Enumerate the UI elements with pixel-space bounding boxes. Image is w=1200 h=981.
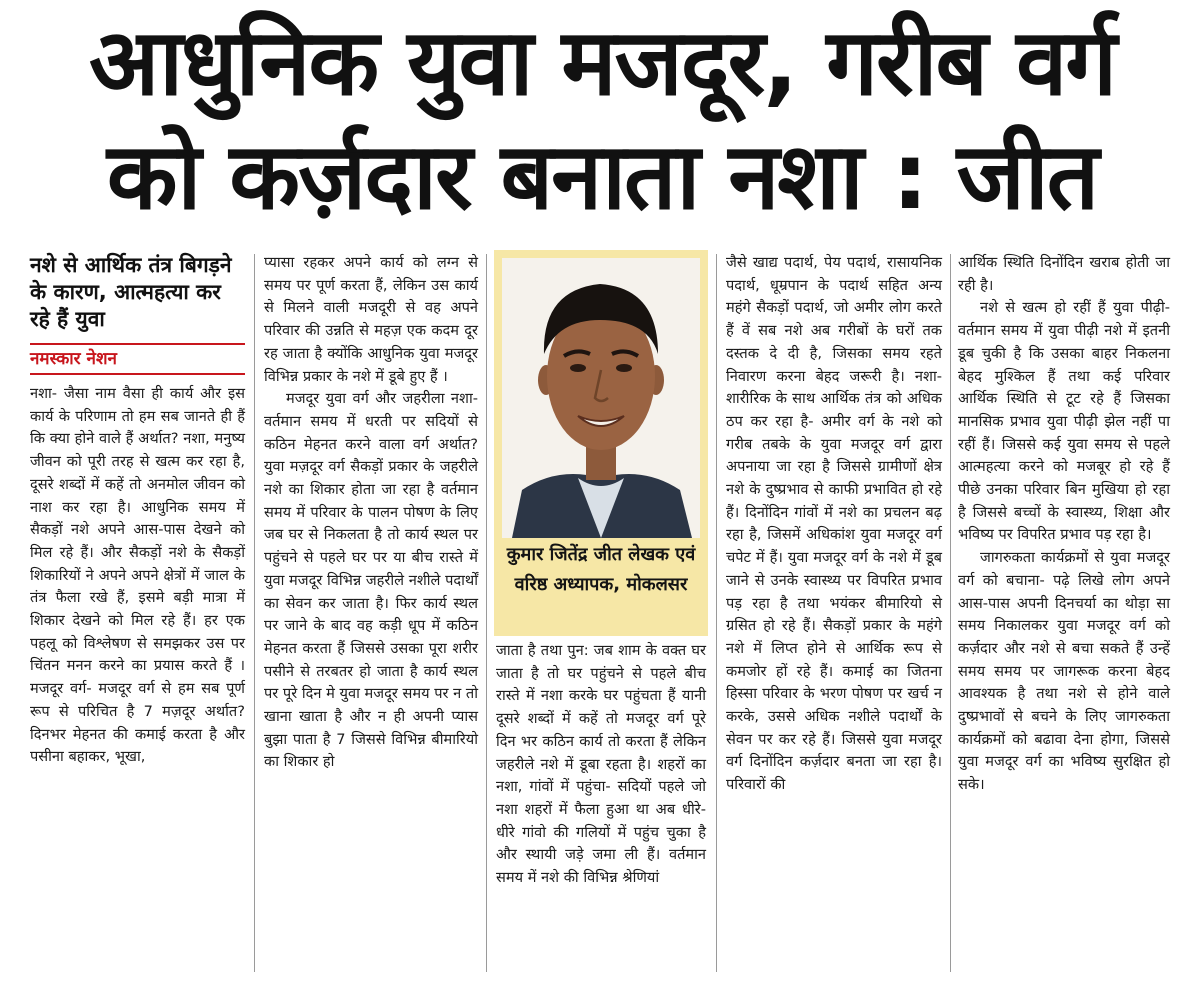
column-divider: [716, 254, 717, 972]
column-divider: [486, 254, 487, 972]
column-4-text: जैसे खाद्य पदार्थ, पेय पदार्थ, रासायनिक पदार्थ, धूम्रपान के पदार्थ सहित अन्य महंगे सैकड़ों पदार्थ, जो अमीर लोग करते हैं वें सब नशे अब गरीबों के घरों तक दस्तक दे दी है, जिसका समय रहते निवारण करना बेहद जरूरी है। नशा- शारीरिक के साथ आर्थिक तंत्र को अधिक ठप कर रहा है- अमीर वर्ग के नशे को गरीब तबके के युवा मजदूर वर्ग द्वारा अपनाया जा रहा है जिससे ग्रामीणों क्षेत्र नशे के दुष्प्रभाव से काफी प्रभावित हो रहे हैं। दिनोंदिन गांवों में नशे का प्रचलन बढ़ रहा है, जिसमें अधिकांश युवा मजदूर वर्ग चपेट में हैं। युवा मजदूर वर्ग के नशे में डूब जाने से उनके स्वास्थ्य पर विपरित प्रभाव पड़ रहा है तथा भयंकर बीमारियो से ग्रसित हो रहे हैं। सैकड़ों प्रकार के महंगे नशे में लिप्त होने से आर्थिक रूप से कमजोर हों रहे हैं। कमाई का जितना हिस्सा परिवार के भरण पोषण पर खर्च न करके, उससे अधिक नशीले पदार्थों के सेवन पर कर रहे हैं। जिससे युवा मजदूर वर्ग दिनोंदिन कर्ज़दार बनता जा रहा है। परिवारों की: [726, 254, 942, 794]
headline-line-2: को कर्ज़दार बनाता नशा : जीत: [106, 123, 1098, 230]
photo-caption: कुमार जितेंद्र जीत लेखक एवं वरिष्ठ अध्यापक, मोकलसर: [506, 544, 696, 595]
byline: नमस्कार नेशन: [30, 343, 245, 375]
headline: [18, 6, 1186, 234]
column-3-text: जाता है तथा पुन: जब शाम के वक्त घर जाता है तो घर पहुंचने से पहले बीच रास्ते में नशा करके घर पहुंचता हैं यानी दूसरे शब्दों में कहें तो मजदूर वर्ग पूरे दिन भर कठिन कार्य तो करता हैं लेकिन जहरीले नशे में डूबा रहता है। शहरों का नशा, गांवों में पहुंचा- सदियों पहले जो नशा शहरों में फैला हुआ था अब धीरे-धीरे गांवो की गलियों में पहुंच चुका है और स्थायी जड़े जमा ली हैं। वर्तमान समय में नशे की विभिन्न श्रेणियां: [496, 642, 706, 887]
article-column-3: [496, 640, 706, 890]
article-column-1: [30, 252, 245, 769]
article-column-2: [264, 252, 478, 774]
column-5-paragraph-1: आर्थिक स्थिति दिनोंदिन खराब होती जा रही है।: [958, 254, 1170, 294]
column-5-paragraph-3: जागरुकता कार्यक्रमों से युवा मजदूर वर्ग को बचाना- पढ़े लिखे लोग अपने आस-पास अपनी दिनचर्या का थोड़ा सा समय निकालकर युवा मजदूर वर्ग को कर्ज़दार और नशे से बचा सकते हैं उन्हें समय समय पर जागरूक करना बेहद आवश्यक है तथा नशे से होने वाले दुष्प्रभावों से बचने के लिए जागरुकता कार्यक्रमों को बढावा देना होगा, जिससे युवा मजदूर वर्ग का भविष्य सुरक्षित हो सके।: [958, 549, 1170, 794]
column-2-paragraph-2: मजदूर युवा वर्ग और जहरीला नशा- वर्तमान समय में धरती पर सदियों से कठिन मेहनत करने वाला वर्ग अर्थात? युवा मज़दूर वर्ग सैकड़ों प्रकार के जहरीले नशे का शिकार होता जा रहा है वर्तमान समय में परिवार के पालन पोषण के लिए जब घर से निकलता है तो कार्य स्थल पर पहुंचने से पहले घर पर या बीच रास्ते में युवा मजदूर विभिन्न जहरीले नशीले पदार्थों का सेवन कर जाता है। फिर कार्य स्थल पर जाने के बाद वह कड़ी धूप में कठिन मेहनत करता हैं जिससे उसका पूरा शरीर पसीने से तरबतर हो जाता है कार्य स्थल पर पूरे दिन मे युवा मजदूर समय पर न तो खाना खाता है और न ही अपनी प्यास बुझा पाता है 7 जिससे विभिन्न बीमारियो का शिकार हो: [264, 390, 478, 771]
author-portrait-image: [502, 258, 700, 538]
headline-line-1: आधुनिक युवा मजदूर, गरीब वर्ग: [88, 9, 1116, 116]
author-photo: [502, 258, 700, 538]
column-1-text: नशा- जैसा नाम वैसा ही कार्य और इस कार्य के परिणाम तो हम सब जानते ही हैं कि क्या होने वाले हैं अर्थात? नशा, मनुष्य जीवन को पूरी तरह से खत्म कर रहा है, दूसरे शब्दों में कहें तो अनमोल जीवन को नाश कर रहा है। आधुनिक समय में सैकड़ों नशे अपने आस-पास देखने को मिल रहे हैं। और सैकड़ों नशे के सैकड़ों शिकारियों ने अपने अपने क्षेत्रों में जाल के तंत्र फैला रखे हैं, इसमे बड़ी मात्रा में शिकार देखने को मिल रहे हैं। हर एक पहलू को विश्लेषण से समझकर उस पर चिंतन मनन करने का प्रयास करते हैं । मजदूर वर्ग- मजदूर वर्ग से हम सब पूर्ण रूप से परिचित है 7 मज़दूर अर्थात? दिनभर मेहनत की कमाई करता है और पसीना बहाकर, भूखा,: [30, 385, 245, 766]
column-divider: [950, 254, 951, 972]
column-divider: [254, 254, 255, 972]
subheadline: नशे से आर्थिक तंत्र बिगड़ने के कारण, आत्महत्या कर रहे हैं युवा: [30, 253, 232, 331]
column-5-paragraph-2: नशे से खत्म हो रहीं हैं युवा पीढ़ी- वर्तमान समय में युवा पीढ़ी नशे में इतनी डूब चुकी है कि उसका बाहर निकलना बेहद मुश्किल हैं तथा कई परिवार आर्थिक स्थिति से टूट रहे हैं जिसका मानसिक प्रभाव युवा पीढ़ी झेल नहीं पा रहीं हैं। जिससे कई युवा समय से पहले आत्महत्या करने को मजबूर हो रहे हैं पीछे उनका परिवार बिन मुखिया हो रहा है जिससे बच्चों के स्वास्थ्य, शिक्षा और भविष्य पर विपरित प्रभाव पड़ रहा है।: [958, 299, 1170, 544]
author-photo-box: [494, 250, 708, 636]
article-column-4: [726, 252, 942, 797]
column-2-paragraph-1: प्यासा रहकर अपने कार्य को लग्न से समय पर पूर्ण करता हैं, लेकिन उस कार्य से मिलने वाली मजदूरी से वह अपने परिवार की उन्नति से महज़ एक कदम दूर रह जाता है क्योंकि आधुनिक युवा मजदूर विभिन्न प्रकार के नशे में डूबे हुए हैं ।: [264, 254, 478, 385]
article-column-5: [958, 252, 1170, 797]
